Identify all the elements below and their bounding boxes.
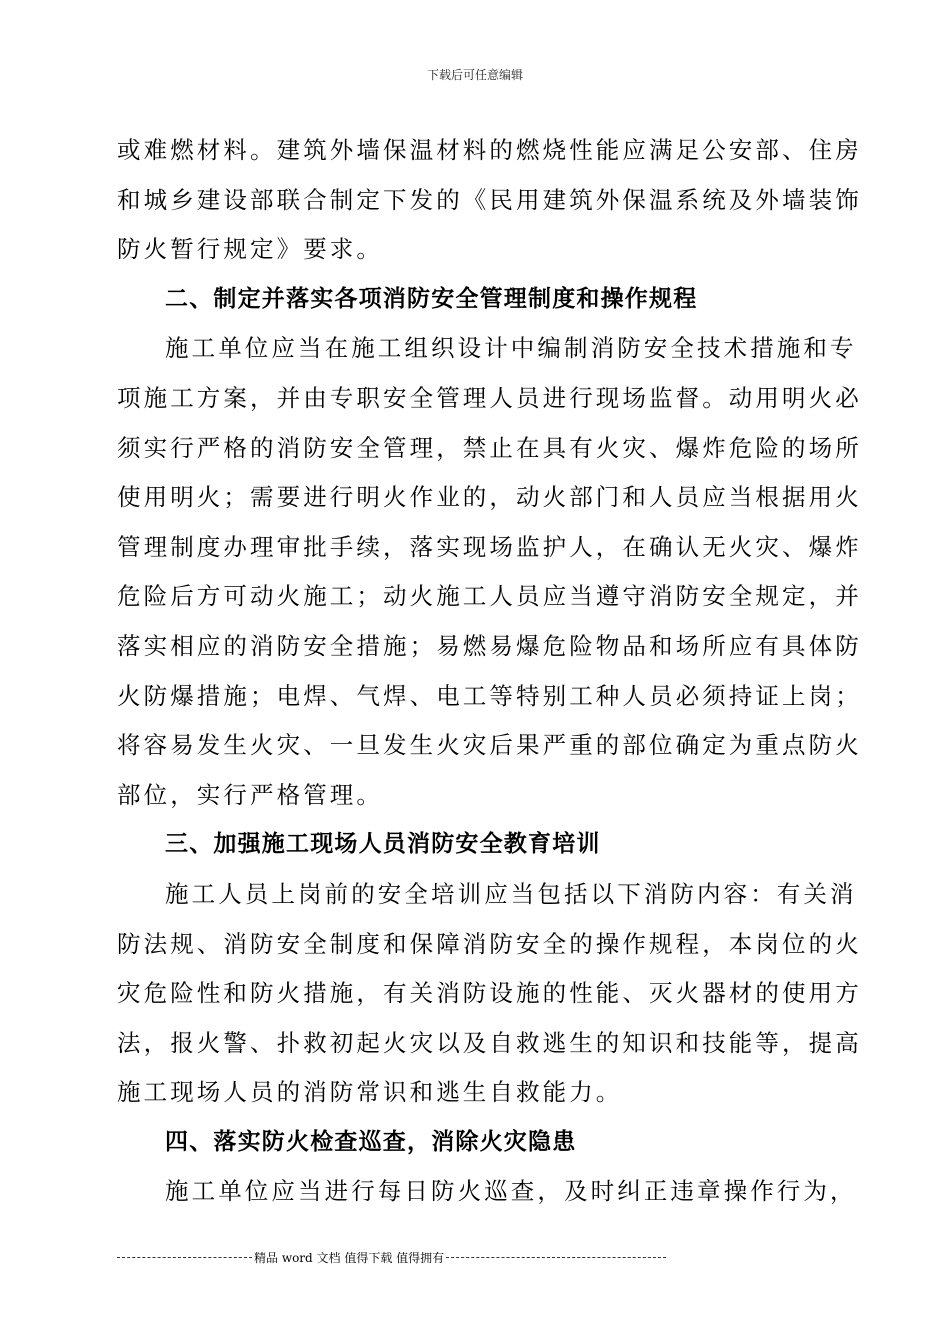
footer-divider-right	[446, 1257, 666, 1258]
paragraph-line: 施工单位应当在施工组织设计中编制消防安全技术措施和专	[165, 334, 857, 363]
footer-divider-left	[117, 1257, 252, 1258]
paragraph-line: 防火暂行规定》要求。	[117, 235, 383, 264]
document-body	[117, 126, 862, 1217]
paragraph-line: 项施工方案，并由专职安全管理人员进行现场监督。动用明火必	[117, 383, 862, 412]
paragraph-line: 危险后方可动火施工；动火施工人员应当遵守消防安全规定，并	[117, 582, 862, 611]
paragraph-line: 落实相应的消防安全措施；易燃易爆危险物品和场所应有具体防	[117, 631, 862, 660]
paragraph-line: 和城乡建设部联合制定下发的《民用建筑外保温系统及外墙装饰	[117, 185, 862, 214]
paragraph-line: 须实行严格的消防安全管理，禁止在具有火灾、爆炸危险的场所	[117, 433, 862, 462]
section-heading-4: 四、落实防火检查巡查，消除火灾隐患	[165, 1128, 577, 1155]
paragraph-line: 管理制度办理审批手续，落实现场监护人，在确认无火灾、爆炸	[117, 532, 862, 561]
section-heading-2: 二、制定并落实各项消防安全管理制度和操作规程	[165, 285, 698, 312]
paragraph-line: 施工现场人员的消防常识和逃生自救能力。	[117, 1078, 623, 1107]
paragraph-line: 施工人员上岗前的安全培训应当包括以下消防内容：有关消	[165, 879, 857, 908]
paragraph-line: 部位，实行严格管理。	[117, 780, 383, 809]
section-heading-3: 三、加强施工现场人员消防安全教育培训	[165, 831, 601, 858]
paragraph-line: 火防爆措施；电焊、气焊、电工等特别工种人员必须持证上岗；	[117, 681, 862, 710]
paragraph-line: 将容易发生火灾、一旦发生火灾后果严重的部位确定为重点防火	[117, 731, 862, 760]
page-header: 下载后可任意编辑	[426, 68, 523, 82]
paragraph-line: 灾危险性和防火措施，有关消防设施的性能、灭火器材的使用方	[117, 979, 862, 1008]
paragraph-line: 使用明火；需要进行明火作业的，动火部门和人员应当根据用火	[117, 483, 862, 512]
paragraph-line: 施工单位应当进行每日防火巡查，及时纠正违章操作行为，	[165, 1177, 857, 1206]
paragraph-line: 法，报火警、扑救初起火灾以及自救逃生的知识和技能等，提高	[117, 1028, 862, 1057]
page-footer	[117, 1250, 837, 1264]
paragraph-line: 或难燃材料。建筑外墙保温材料的燃烧性能应满足公安部、住房	[117, 136, 862, 164]
footer-text: 精品 word 文档 值得下载 值得拥有	[254, 1250, 445, 1265]
paragraph-line: 防法规、消防安全制度和保障消防安全的操作规程，本岗位的火	[117, 929, 862, 958]
